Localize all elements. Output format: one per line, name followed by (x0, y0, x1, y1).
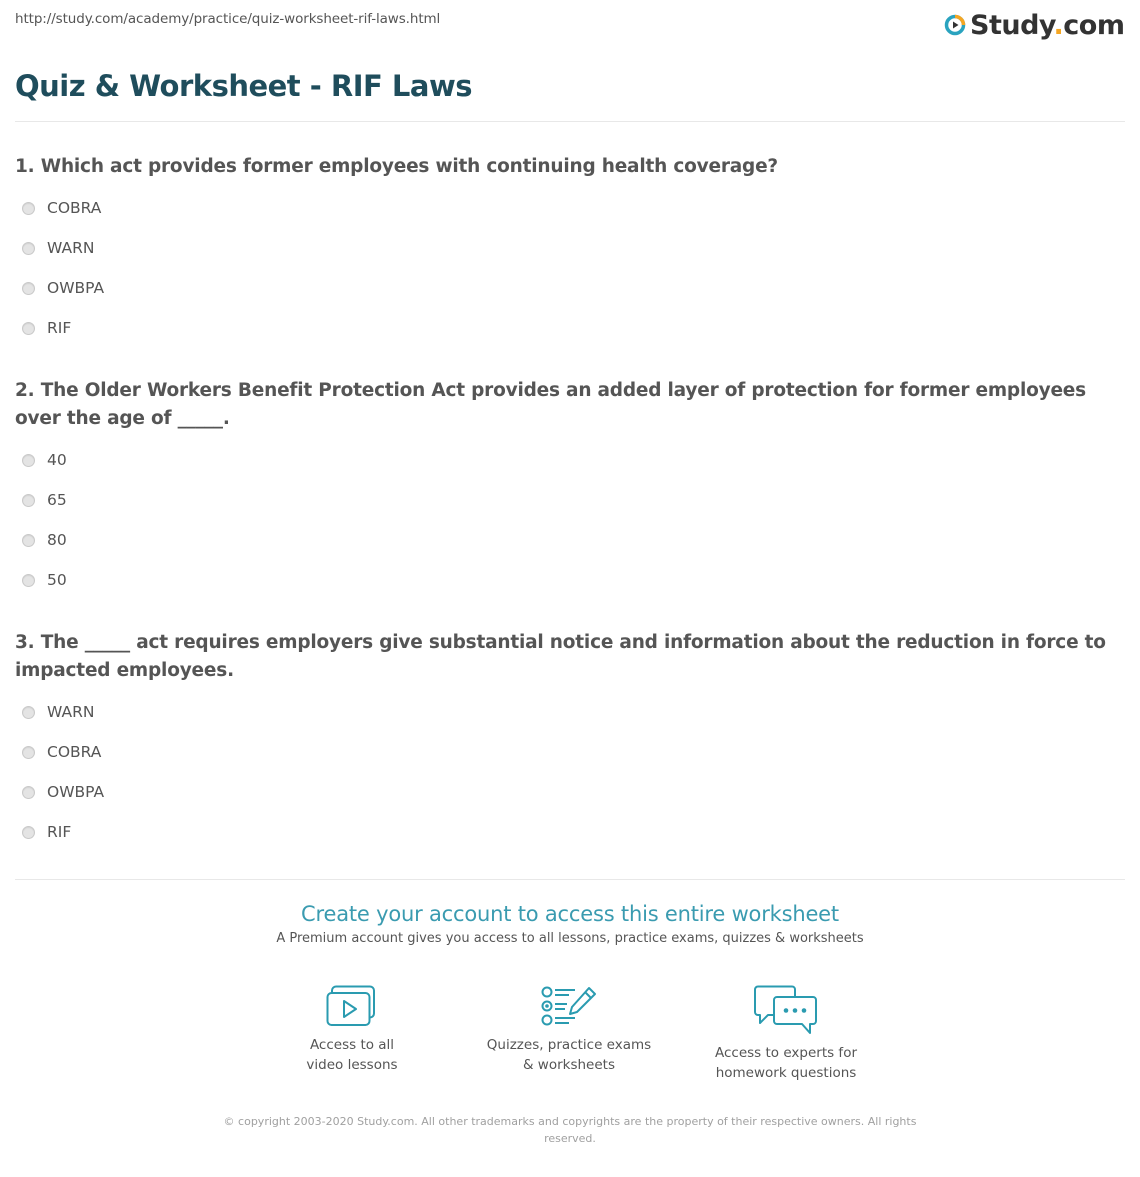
radio-button[interactable] (22, 574, 35, 587)
page-title: Quiz & Worksheet - RIF Laws (15, 69, 473, 103)
question-1-options (22, 188, 104, 348)
question-1-text: 1. Which act provides former employees with continuing health coverage? (15, 156, 778, 177)
radio-button[interactable] (22, 706, 35, 719)
feature-video-lessons: Access to all video lessons (252, 985, 452, 1075)
radio-button[interactable] (22, 454, 35, 467)
copyright-notice: © copyright 2003-2020 Study.com. All other trademarks and copyrights are the property of their respective owners. All rights reserved. (223, 1115, 917, 1145)
answer-option[interactable]: OWBPA (22, 268, 104, 308)
radio-button[interactable] (22, 202, 35, 215)
radio-button[interactable] (22, 746, 35, 759)
answer-option[interactable]: 80 (22, 520, 67, 560)
answer-option[interactable]: RIF (22, 812, 104, 852)
question-2-text: 2. The Older Workers Benefit Protection Act provides an added layer of protection for former employees over the age of _____. (15, 380, 1086, 429)
divider (15, 121, 1125, 122)
radio-button[interactable] (22, 322, 35, 335)
radio-button[interactable] (22, 494, 35, 507)
radio-button[interactable] (22, 786, 35, 799)
play-circle-icon (944, 14, 966, 36)
question-3-text: 3. The _____ act requires employers give substantial notice and information about the reduction in force to impacted employees. (15, 632, 1106, 681)
radio-button[interactable] (22, 826, 35, 839)
answer-option[interactable]: RIF (22, 308, 104, 348)
question-2-options (22, 440, 67, 600)
radio-button[interactable] (22, 242, 35, 255)
radio-button[interactable] (22, 282, 35, 295)
answer-option[interactable]: 50 (22, 560, 67, 600)
answer-option[interactable]: 65 (22, 480, 67, 520)
feature-experts: Access to experts for homework questions (686, 985, 886, 1083)
cta-subtitle: A Premium account gives you access to all lessons, practice exams, quizzes & worksheets (276, 931, 864, 946)
answer-option[interactable]: COBRA (22, 188, 104, 228)
quiz-checklist-icon (469, 985, 669, 1027)
cta-title-link[interactable]: Create your account to access this entire worksheet (301, 902, 839, 926)
signup-cta (0, 902, 1140, 946)
chat-bubbles-icon (686, 985, 886, 1035)
answer-option[interactable]: COBRA (22, 732, 104, 772)
feature-quizzes: Quizzes, practice exams & worksheets (469, 985, 669, 1075)
question-3-options (22, 692, 104, 852)
answer-option[interactable]: OWBPA (22, 772, 104, 812)
answer-option[interactable]: WARN (22, 692, 104, 732)
logo-text: Study.com (970, 9, 1125, 41)
page-url: http://study.com/academy/practice/quiz-worksheet-rif-laws.html (15, 11, 441, 27)
answer-option[interactable]: 40 (22, 440, 67, 480)
divider (15, 879, 1125, 880)
answer-option[interactable]: WARN (22, 228, 104, 268)
video-lessons-icon (252, 985, 452, 1027)
study-logo[interactable] (944, 8, 1125, 42)
radio-button[interactable] (22, 534, 35, 547)
